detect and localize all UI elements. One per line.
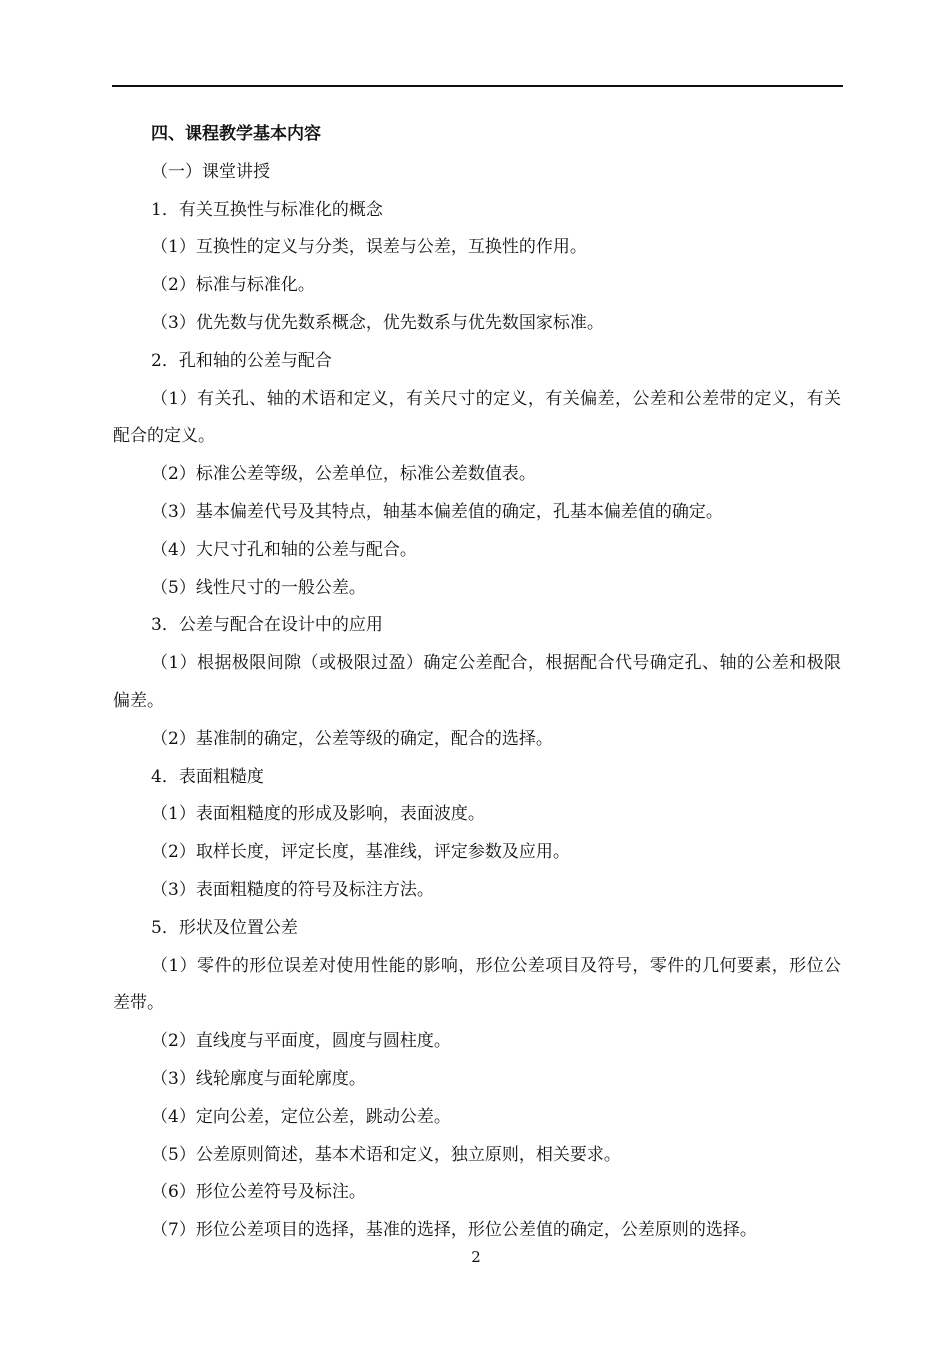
content-line: （3）基本偏差代号及其特点，轴基本偏差值的确定，孔基本偏差值的确定。 xyxy=(151,501,723,522)
content-line: （5）公差原则简述，基本术语和定义，独立原则，相关要求。 xyxy=(151,1144,621,1165)
content-line: （1）零件的形位误差对使用性能的影响，形位公差项目及符号，零件的几何要素，形位公差带。 xyxy=(113,955,841,1014)
content-line: （3）表面粗糙度的符号及标注方法。 xyxy=(151,879,434,900)
content-line: （3）优先数与优先数系概念，优先数系与优先数国家标准。 xyxy=(151,312,604,333)
content-line: 3．公差与配合在设计中的应用 xyxy=(151,615,383,636)
content-line: （1）根据极限间隙（或极限过盈）确定公差配合，根据配合代号确定孔、轴的公差和极限偏差。 xyxy=(113,653,841,711)
content-line: （2）标准公差等级，公差单位，标准公差数值表。 xyxy=(151,464,536,485)
content-line: 2．孔和轴的公差与配合 xyxy=(151,350,332,371)
content-line: （2）基准制的确定，公差等级的确定，配合的选择。 xyxy=(151,728,553,749)
content-line: （1）表面粗糙度的形成及影响，表面波度。 xyxy=(151,804,485,825)
content-lines xyxy=(113,192,841,1250)
content-line: （5）线性尺寸的一般公差。 xyxy=(151,577,366,598)
header-rule xyxy=(112,85,843,87)
document-body xyxy=(113,116,841,1250)
section-title: 四、课程教学基本内容 xyxy=(151,124,321,144)
content-line: （1）有关孔、轴的术语和定义，有关尺寸的定义，有关偏差，公差和公差带的定义，有关配合的定义。 xyxy=(113,388,841,447)
content-line: （2）标准与标准化。 xyxy=(151,275,315,296)
content-line: 1．有关互换性与标准化的概念 xyxy=(151,199,383,220)
content-line: 5．形状及位置公差 xyxy=(151,917,298,938)
content-line: （7）形位公差项目的选择，基准的选择，形位公差值的确定，公差原则的选择。 xyxy=(151,1220,757,1241)
content-line: （1）互换性的定义与分类，误差与公差，互换性的作用。 xyxy=(151,237,587,258)
content-line: （2）取样长度，评定长度，基准线，评定参数及应用。 xyxy=(151,842,570,863)
content-line: （6）形位公差符号及标注。 xyxy=(151,1182,366,1203)
content-line: 4．表面粗糙度 xyxy=(151,766,264,787)
content-line: （3）线轮廓度与面轮廓度。 xyxy=(151,1068,366,1089)
content-line: （2）直线度与平面度，圆度与圆柱度。 xyxy=(151,1031,451,1052)
content-line: （4）定向公差，定位公差，跳动公差。 xyxy=(151,1106,451,1127)
subsection-title: （一）课堂讲授 xyxy=(151,161,270,182)
content-line: （4）大尺寸孔和轴的公差与配合。 xyxy=(151,539,417,560)
page-number: 2 xyxy=(471,1248,481,1266)
